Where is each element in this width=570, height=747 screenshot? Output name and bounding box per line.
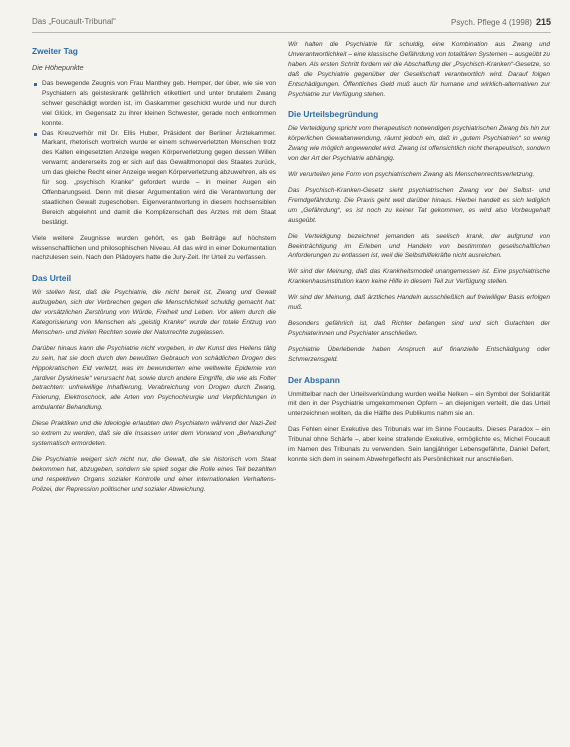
- journal-citation: Psych. Pflege 4 (1998): [451, 18, 532, 27]
- heading-urteil: Das Urteil: [32, 273, 72, 284]
- list-item: Das Kreuzverhör mit Dr. Ellis Huber, Präsident der Berliner Ärztekammer. Markant, rhetorisch wortreich wurde er einem schwerverletzten Menschen trotz des Kalten eingesetzten Anzeige wegen Körperverletzung gegen dessen Willen verwarnt; andererseits zog er sich auf das Gewaltmonopol des Staates zurück, um das gleiche Recht einer Anzeige wegen Körperverletzung abzuwehren, als es für sog. „psychisch Kranke“ gefordert wurde – in meiner Augen ein Offenbarungseid. Denn mit dieser Argumentation wird die Verantwortung der staatlichen Gewalt zugeschoben. Eigenverantwortung in diesem hochsensiblen Bereich abgelehnt und damit die Komplizenschaft des Arztes mit dem Staat bestätigt.: [32, 129, 276, 228]
- paragraph: Das Psychisch-Kranken-Gesetz sieht psychiatrischen Zwang vor bei Selbst- und Fremdgefährdung. Die Praxis geht weit darüber hinaus. Hierbei handelt es sich lediglich um „Gefährdung“, es ist noch zu keiner Tat gekommen, es wird also Vorbeugehaft ausgeübt.: [288, 186, 550, 224]
- paragraph: Psychiatrie Überlebende haben Anspruch auf finanzielle Entschädigung oder Schmerzensgeld.: [288, 345, 550, 363]
- paragraph: Darüber hinaus kann die Psychiatrie nicht vorgeben, in der Kunst des Heilens tätig zu sein, hat sie doch durch den bewußten Gebrauch von schädlichen Drogen des Hippokratischen Eid verletzt, was im bewunderten eine weltweite Epidemie von „tardiver Dyskinesie“ verursacht hat, sowie durch andere Eingriffe, die wie als Folter betrachten: unfreiwillige Inhaftierung, Verabreichung von Drogen durch Zwang, Fixierung, Elektroschock, alle Arten von Psychochirurgie und Verpflichtungen in ambulanter Behandlung.: [32, 344, 276, 412]
- header-title: Das „Foucault-Tribunal“: [32, 17, 116, 26]
- highlights-list: [32, 79, 276, 228]
- list-item: Das bewegende Zeugnis von Frau Manthey geb. Hemper, der über, wie sie von Psychiatern als geisteskrank gefährlich etikettiert und unter brutalem Zwang schwer geschädigt worden ist, im Gaskammer geschickt wurde und nur durch viel Glück, im Gegensatz zu ihrer kleinen Schwester, gerade noch entkommen konnte.: [32, 79, 276, 129]
- running-header: [32, 14, 551, 33]
- heading-zweiter-tag: Zweiter Tag: [32, 46, 78, 56]
- paragraph: Besonders gefährlich ist, daß Richter befangen sind und sich Gutachten der Psychiaterinnen und Psychiater anschließen.: [288, 319, 550, 337]
- paragraph: Wir stellen fest, daß die Psychiatrie, die nicht bereit ist, Zwang und Gewalt aufzugeben, sich der Verbrechen gegen die Menschlichkeit schuldig gemacht hat: der vorsätzlichen Zerstörung von Würde, Freiheit und Leben. Vor allem durch die Kategorisierung von Menschen als „geistig Kranke“ wurde der totale Entzug von Menschen- und zivilen Rechten sowie der Naturrechte zugelassen.: [32, 289, 276, 336]
- right-column: [288, 40, 550, 465]
- paragraph: Wir halten die Psychiatrie für schuldig, eine Kombination aus Zwang und Unverantwortlichkeit – eine klassische Gefährdung von totalitären Systemen – ausgeübt zu haben. Als ersten Schritt fordern wir die Abschaffung der „Psychisch-Kranken“-Gesetze, so daß die Psychiatrie gegenüber der Gesellschaft verantwortlich wird. Darauf folgen Entschädigungen. Öffentliches Geld muß auch für humane und wirklich-alternativen zur Psychiatrie zur Verfügung stehen.: [288, 41, 550, 98]
- paragraph: Wir sind der Meinung, daß das Krankheitsmodell unangemessen ist. Eine psychiatrische Krankenhausinstitution kann keine Hilfe in diesem Teil zur Verfügung stellen.: [288, 268, 550, 286]
- paragraph: Die Psychiatrie weigert sich nicht nur, die Gewalt, die sie historisch vom Staat bekommen hat, abzugeben, sondern sie spielt sogar die Rolle eines Teil bezahlten und respektiven Organs sozialer Kontrolle und einer internationalen Verhaltens-Polizei, der Repression politischer und sozialer Abweichung.: [32, 455, 276, 493]
- paragraph: Die Verteidigung spricht vom therapeutisch notwendigen psychiatrischen Zwang bis hin zur körperlichen Gewaltanwendung, räumt jedoch ein, daß in „gutem Psychiatrien“ so wenig Zwang wie möglich angewendet wird. Zwang ist offensichtlich nicht therapeutisch, sondern von der Art der Psychiatrie abhängig.: [288, 125, 550, 163]
- paragraph: Diese Praktiken und die Ideologie erlaubten den Psychiatern während der Nazi-Zeit so extrem zu werden, daß sie die Insassen unter dem Vorwand von „Behandlung“ systematisch ermordeten.: [32, 420, 276, 447]
- page-number: 215: [535, 17, 551, 27]
- heading-abspann: Der Abspann: [288, 374, 340, 385]
- paragraph: Wir verurteilen jene Form von psychiatrischem Zwang als Menschenrechtsverletzung.: [288, 171, 535, 179]
- header-journal: [451, 17, 551, 27]
- left-column: [32, 40, 276, 495]
- paragraph: Unmittelbar nach der Urteilsverkündung wurden weiße Nelken – ein Symbol der Solidarität mit den in der Psychiatrie umgekommenen Opfern – an diejenigen verteilt, die das Urteil unterzeichnen wollten, da die Hälfte des Publikums nahm sie an.: [288, 390, 550, 418]
- paragraph: Die Verteidigung bezeichnet jemanden als seelisch krank, der aufgrund von Beeinträchtigung im Erleben und Handeln von bestimmten gesellschaftlichen Anforderungen zu entlassen ist, weil die Selbsthilfekräfte nicht ausreichen.: [288, 232, 550, 260]
- heading-urteilsbegruendung: Die Urteilsbegründung: [288, 109, 379, 120]
- subheading-hoehepunkte: Die Höhepunkte: [32, 63, 84, 72]
- paragraph: Viele weitere Zeugnisse wurden gehört, es gab Beiträge auf höchstem wissenschaftlichen und philosophischen Niveau. All das wird in einer Dokumentation nachzulesen sein. Nach den Plädoyers hatte die Jury-Zeit. Ihr Urteil zu verfassen.: [32, 234, 276, 262]
- paragraph: Wir sind der Meinung, daß ärztliches Handeln ausschließlich auf freiwilliger Basis erfolgen muß.: [288, 294, 550, 312]
- paragraph: Das Fehlen einer Exekutive des Tribunals war im Sinne Foucaults. Dieses Paradox – ein Tribunal ohne Schärfe –, aber keine strafende Exekutive, ermöglichte es, Michel Foucault im Namen des Tribunals zu verwenden. Sein langjähriger Lebensgefährte, Daniel Defert, konnte sich dem in seinem Abwehrgeflecht als Persönlichkeit nur anschließen.: [288, 426, 550, 463]
